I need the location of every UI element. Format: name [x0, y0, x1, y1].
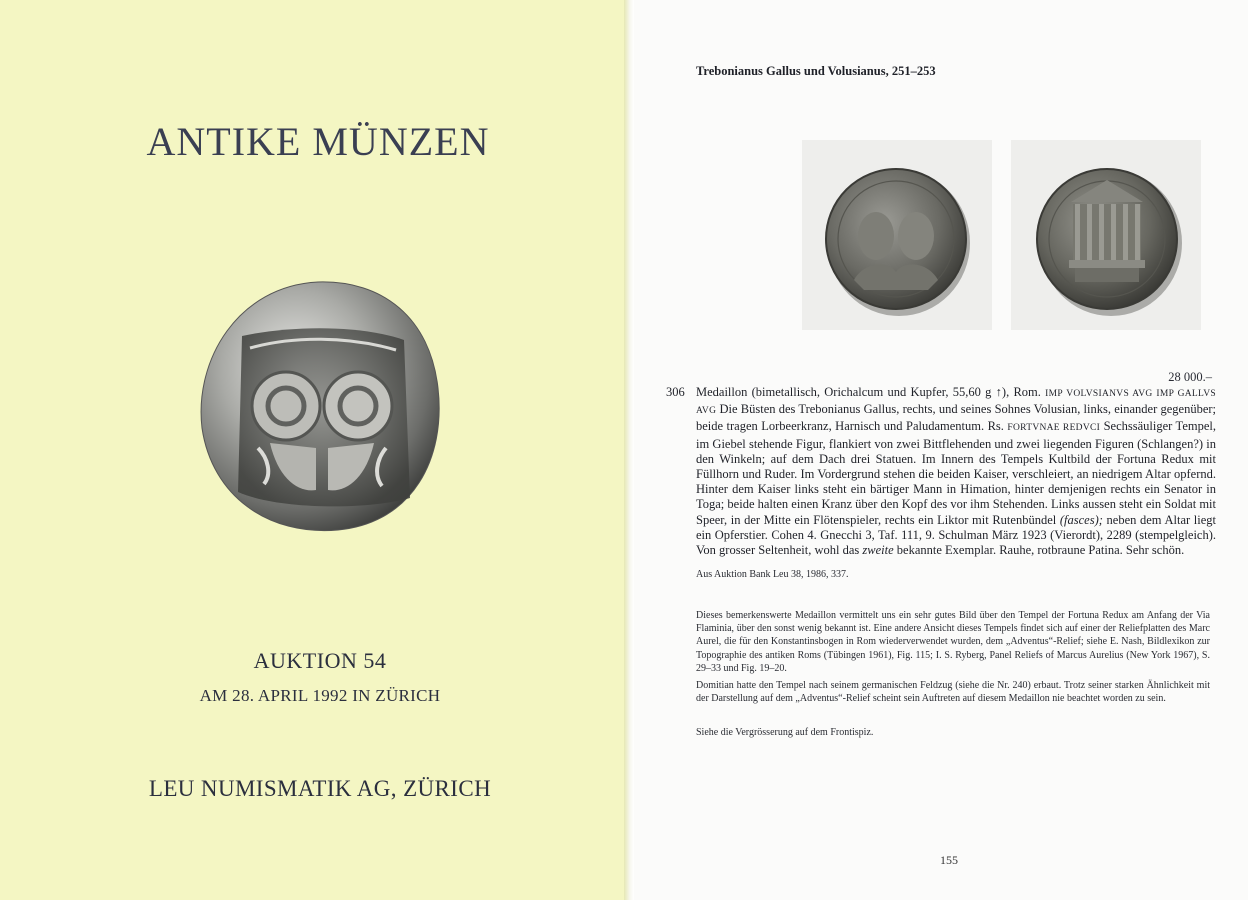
- lot-text-part: neben dem Altar liegt ein Opferstier. Cohen 4. Gnecchi 3, Taf. 111, 9. Schulman März 1923 (Vierordt), 2289 (stempelgleich). Von grosser Seltenheit, wohl das: [696, 512, 1217, 558]
- spine-shadow: [624, 0, 634, 900]
- lot-text-part: Sechssäuliger Tempel, im Giebel stehende Figur, flankiert von zwei Bittflehenden und zwei liegenden Figuren (Schlangen?) in den Winkeln; auf dem Dach drei Statuen. Im Innern des Tempels Kultbild der Fortuna Redux mit Füllhorn und Ruder. Im Vordergrund stehen die beiden Kaiser, verschleiert, an niedrigem Altar opfernd. Hinter dem Kaiser links steht ein bärtiger Mann in Himation, hinter demjenigen rechts ein Senator in Toga; beide halten einen Kranz über den Kopf des vor ihm Stehenden. Links aussen steht ein Soldat mit Speer, in der Mitte ein Flötenspieler, rechts ein Liktor mit Rutenbündel: [696, 419, 1216, 527]
- commentary-paragraph: Domitian hatte den Tempel nach seinem germanischen Feldzug (siehe die Nr. 240) erbaut. Trotz seiner starken Ähnlichkeit mit der Darstellung auf dem „Adventus“-Relief scheint sein Auftreten auf diesem Medaillon nie beachtet worden zu sein.: [696, 680, 1210, 705]
- cover-publisher: LEU NUMISMATIK AG, ZÜRICH: [148, 776, 492, 801]
- medallion-reverse-photo: [1011, 140, 1201, 330]
- commentary-reference: Siehe die Vergrösserung auf dem Frontispiz.: [696, 727, 874, 738]
- lot-description: [696, 385, 1216, 558]
- medallion-obverse-photo: [802, 140, 992, 330]
- obverse-legend: IMP VOLVSIANVS AVG IMP GALLVS AVG: [696, 389, 1217, 417]
- lot-provenance: Aus Auktion Bank Leu 38, 1986, 337.: [696, 569, 849, 580]
- lot-text-italic: zweite: [862, 543, 894, 558]
- commentary-paragraph: Dieses bemerkenswerte Medaillon vermittelt uns ein sehr gutes Bild über den Tempel der Fortuna Redux am Anfang der Via Flaminia, über den sonst wenig bekannt ist. Eine andere Ansicht dieses Tempels findet sich auf einer der Reliefplatten des Marc Aurel, die für den Konstantinsbogen in Rom wiederverwendet wurden, dem „Adventus“-Relief; siehe E. Nash, Bildlexikon zur Topographie des antiken Roms (Tübingen 1961), Fig. 115; I. S. Ryberg, Panel Reliefs of Marcus Aurelius (New York 1967), S. 29–33 und Fig. 19–20.: [696, 610, 1210, 674]
- reverse-legend: FORTVNAE REDVCI: [1007, 423, 1101, 434]
- page-number: 155: [940, 853, 958, 867]
- lot-text-part: Medaillon (bimetallisch, Orichalcum und Kupfer, 55,60 g ↑), Rom.: [696, 385, 1046, 399]
- cover-coin-image: [198, 278, 444, 534]
- cover-title: ANTIKE MÜNZEN: [146, 119, 490, 164]
- catalogue-page: [634, 0, 1248, 900]
- lot-number: 306: [666, 385, 685, 399]
- cover-auction-date: AM 28. APRIL 1992 IN ZÜRICH: [199, 686, 441, 705]
- running-head: Trebonianus Gallus und Volusianus, 251–253: [696, 64, 936, 78]
- lot-estimate-price: 28 000.–: [1168, 370, 1212, 384]
- lot-text-part: bekannte Exemplar. Rauhe, rotbraune Patina. Sehr schön.: [893, 543, 1185, 558]
- lot-text-italic: (fasces);: [1059, 512, 1103, 527]
- lot-text-part: Die Büsten des Trebonianus Gallus, rechts, und seines Sohnes Volusian, links, einander gegenüber; beide tragen Lorbeerkranz, Harnisch und Paludamentum. Rs.: [696, 402, 1216, 434]
- cover-auction-number: AUKTION 54: [253, 648, 387, 673]
